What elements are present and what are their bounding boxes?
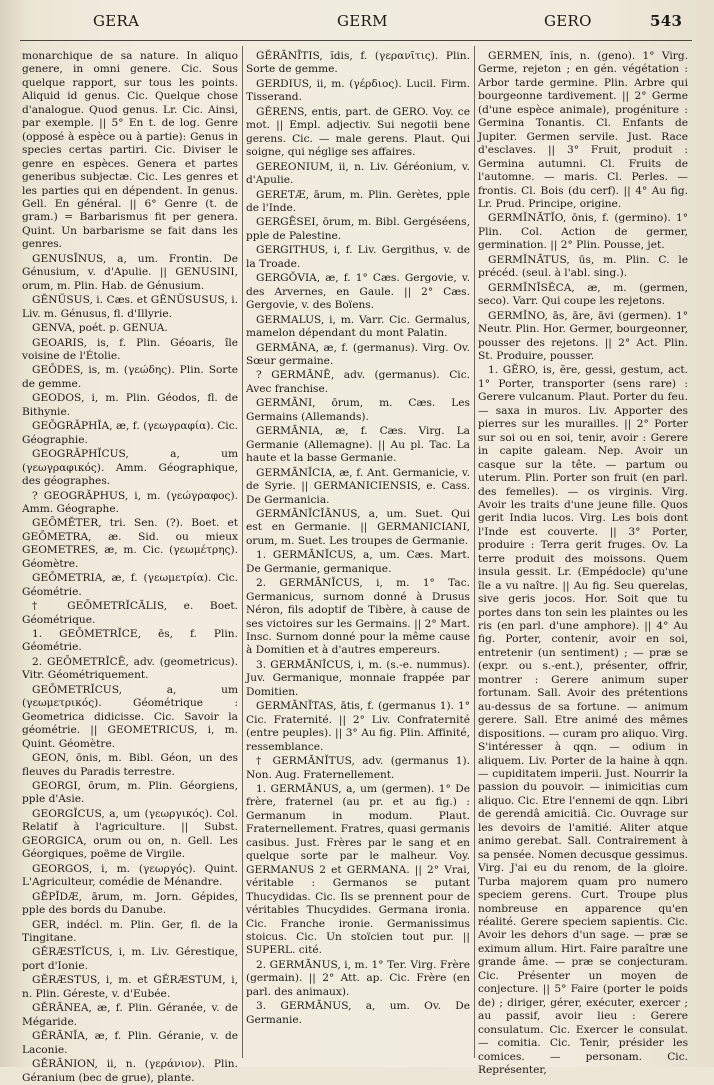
column-divider-2 [474, 46, 475, 1058]
dictionary-entry: GER, indécl. m. Plin. Ger, fl. de la Tingitane. [22, 918, 238, 944]
dictionary-entry: GERMALUS, i, m. Varr. Cic. Germalus, mamelon dépendant du mont Palatin. [246, 313, 470, 340]
dictionary-entry: 2. GERMĀNUS, i, m. 1° Ter. Virg. Frère (germain). || 2° Att. ap. Cic. Frère (en parl. des animaux). [246, 958, 470, 998]
dictionary-entry: GERMĬNĀTĬO, ōnis, f. (germino). 1° Plin. Col. Action de germer, germination. || 2° Plin. Pousse, jet. [478, 212, 688, 252]
dictionary-entry: GEŌMĔTER, tri. Sen. (?). Boet. et GEŌMETRA, æ. Sid. ou mieux GEOMETRES, æ, m. Cic. (γεωμέτρης). Géomètre. [22, 517, 238, 570]
dictionary-entry: GERMĀNĬCIA, æ, f. Ant. Germanicie, v. de Syrie. || GERMANICIENSIS, e. Cass. De Germanicia. [246, 466, 470, 506]
dictionary-entry: GERMEN, ĭnis, n. (geno). 1° Virg. Germe, rejeton ; en gén. végétation : Arbor tarde germine. Plin. Arbre qui bourgeonne tardivement. || 2° Germe (d'une espèce animale), progéniture : Germina Tonantis. Cl. Enfants de Jupiter. Germen servile. Just. Race d'esclaves. || 3° Fruit, produit : Germina autumni. Cl. Fruits de l'automne. — maris. Cl. Perles. — frontis. Cl. Bois (du cerf). || 4° Au fig. Lr. Prud. Principe, origine. [478, 50, 688, 210]
column-1 [22, 50, 238, 1084]
dictionary-entry: GEORGI, ōrum, m. Plin. Géorgiens, pple d'Asie. [22, 780, 238, 806]
dictionary-entry: GERMĀNA, æ, f. (germanus). Virg. Ov. Sœur germaine. [246, 341, 470, 367]
dictionary-entry: 3. GERMĀNUS, a, um. Ov. De Germanie. [246, 1000, 470, 1026]
dictionary-entry: GERGĒSEI, ōrum, m. Bibl. Gergéséens, pple de Palestine. [246, 216, 470, 242]
dictionary-entry: GEODOS, i, m. Plin. Géodos, fl. de Bithynie. [22, 392, 238, 418]
dictionary-entry: GERGŎVIA, æ, f. 1° Cæs. Gergovie, v. des Arvernes, en Gaule. || 2° Cæs. Gergovie, v. des Boïens. [246, 272, 470, 312]
dictionary-entry: GENUSĪNUS, a, um. Frontin. De Génusium, v. d'Apulie. || GENUSINI, orum, m. Plin. Hab. de Génusium. [22, 252, 238, 292]
dictionary-entry: GERETÆ, ārum, m. Plin. Gerètes, pple de l'Inde. [246, 188, 470, 214]
dictionary-entry: GĔRÆSTĬCUS, i, m. Liv. Gérestique, port d'Ionie. [22, 946, 238, 972]
dictionary-entry: GEOGRĂPHĬCUS, a, um (γεωγραφικός). Amm. Géographique, des géographes. [22, 448, 238, 488]
dictionary-entry: GERMĬNO, ās, āre, āvi (germen). 1° Neutr. Plin. Hor. Germer, bourgeonner, pousser des rejetons. || 2° Act. Plin. St. Produire, pousser. [478, 309, 688, 362]
dictionary-entry: GĔRENS, entis, part. de GERO. Voy. ce mot. || Empl. adjectiv. Sui negotii bene gerens. Cic. — male gerens. Plaut. Qui soigne, qui néglige ses affaires. [246, 105, 470, 159]
dictionary-entry: GĔRÆSTUS, i, m. et GĔRÆSTUM, i, n. Plin. Géreste, v. d'Eubée. [22, 974, 238, 1000]
column-divider-1 [242, 46, 243, 1058]
dictionary-entry: GERMĀNI, ōrum, m. Cæs. Les Germains (Allemands). [246, 397, 470, 423]
dictionary-entry: 1. GERMĀNĬCUS, a, um. Cæs. Mart. De Germanie, germanique. [246, 549, 470, 575]
dictionary-entry: † GERMĀNĬTUS, adv. (germanus 1). Non. Aug. Fraternellement. [246, 755, 470, 781]
dictionary-entry: monarchique de sa nature. In aliquo genere, in omni genere. Cic. Sous quelque rapport, sur tous les points. Aliquid id genus. Cic. Quelque chose d'analogue. Quod genus. Lr. Cic. Ainsi, par exemple. || 5° En t. de log. Genre (opposé à espèce ou à partie): Genus in species certas partiri. Cic. Diviser le genre en espèces. Genera et partes generibus subjectæ. Cic. Les genres et les parties qui en dépendent. In genus. Gell. En général. || 6° Genre (t. de gram.) = Barbarismus fit per genera. Quint. Un barbarisme se fait dans les genres. [22, 50, 238, 251]
column-3 [478, 50, 688, 1076]
dictionary-entry: GEREONIUM, ii, n. Liv. Géréonium, v. d'Apulie. [246, 160, 470, 187]
dictionary-entry: ? GERMĀNĒ, adv. (germanus). Cic. Avec franchise. [246, 369, 470, 395]
dictionary-entry: 3. GERMĀNĬCUS, i, m. (s.-e. nummus). Juv. Germanique, monnaie frappée par Domitien. [246, 658, 470, 698]
dictionary-entry: GEŌGRĂPHĬA, æ, f. (γεωγραφία). Cic. Géographie. [22, 420, 238, 446]
dictionary-entry: GEON, ōnis, m. Bibl. Géon, un des fleuves du Paradis terrestre. [22, 752, 238, 778]
dictionary-entry: GĔNŬSUS, i. Cæs. et GĔNŬSUSUS, i. Liv. m. Génusus, fl. d'Illyrie. [22, 294, 238, 320]
column-2 [246, 50, 470, 1060]
dictionary-entry: 1. GEŌMETRĬCE, ēs, f. Plin. Géométrie. [22, 628, 238, 654]
dictionary-entry: GĔRĀNEA, æ, f. Plin. Géranée, v. de Mégaride. [22, 1002, 238, 1028]
header-center-guideword: GERM [337, 12, 388, 30]
dictionary-entry: ? GEOGRĂPHUS, i, m. (γεώγραφος). Amm. Géographe. [22, 489, 238, 515]
dictionary-entry: GERMĀNĬTAS, ātis, f. (germanus 1). 1° Cic. Fraternité. || 2° Liv. Confraternité (entre peuples). || 3° Au fig. Plin. Affinité, ressemblance. [246, 700, 470, 753]
dictionary-entry: GEOARIS, is, f. Plin. Géoaris, île voisine de l'Étolie. [22, 336, 238, 362]
dictionary-entry: † GEŌMETRĬCĀLIS, e. Boet. Géométrique. [22, 600, 238, 626]
header-right-guideword: GERO [544, 12, 592, 30]
dictionary-entry: GERMĬNĬSĔCA, æ, m. (germen, seco). Varr. Qui coupe les rejetons. [478, 281, 688, 308]
dictionary-entry: GEORGOS, i, m. (γεωργός). Quint. L'Agriculteur, comédie de Ménandre. [22, 862, 238, 889]
dictionary-entry: GĔRĀNĪTIS, ĭdis, f. (γερανῖτις). Plin. Sorte de gemme. [246, 50, 470, 76]
dictionary-entry: 2. GEŌMETRĬCĒ, adv. (geometricus). Vitr. Géométriquement. [22, 655, 238, 682]
dictionary-entry: GERDIUS, ii, m. (γέρδιος). Lucil. Firm. Tisserand. [246, 77, 470, 104]
running-header [0, 8, 714, 38]
page-number: 543 [650, 12, 683, 30]
dictionary-entry: GERMĬNĀTUS, ūs, m. Plin. C. le précéd. (seul. à l'abl. sing.). [478, 253, 688, 280]
dictionary-entry: GEŌDES, is, m. (γεώδης). Plin. Sorte de gemme. [22, 364, 238, 390]
dictionary-entry: 1. GERMĀNUS, a, um (germen). 1° De frère, fraternel (au pr. et au fig.) : Germanum in modum. Plaut. Fraternellement. Fratres, quasi germanis casibus. Just. Frères par le sang et en quelque sorte par le malheur. Voy. GERMANUS 2 et GERMANA. || 2° Vrai, véritable : Germanos se putant Thucydidas. Cic. Ils se prennent pour de véritables Thucydides. Germana ironia. Cic. Franche ironie. Germanissimus stoicus. Cic. Un stoïcien tout pur. || SUPERL. cité. [246, 783, 470, 957]
dictionary-entry: GEŌMETRĬCUS, a, um (γεωμετρικός). Géométrique : Geometrica didicisse. Cic. Savoir la géométrie. || GEOMETRICUS, i, m. Quint. Géomètre. [22, 683, 238, 750]
dictionary-entry: GENVA, poét. p. GENUA. [32, 322, 168, 335]
dictionary-entry: GEŌMETRIA, æ, f. (γεωμετρία). Cic. Géométrie. [22, 572, 238, 598]
dictionary-entry: GERMĀNĬCĬĀNUS, a, um. Suet. Qui est en Germanie. || GERMANICIANI, orum, m. Suet. Les troupes de Germanie. [246, 507, 470, 547]
header-rule [20, 40, 692, 41]
dictionary-entry: GERMĀNIA, æ, f. Cæs. Virg. La Germanie (Allemagne). || Au pl. Tac. La haute et la basse Germanie. [246, 425, 470, 465]
dictionary-entry: 2. GERMĀNĬCUS, i, m. 1° Tac. Germanicus, surnom donné à Drusus Néron, fils adoptif de Tibère, à cause de ses victoires sur les Germains. || 2° Mart. Insc. Surnom donné pour la même cause à Domitien et à d'autres empereurs. [246, 577, 470, 657]
dictionary-entry: GĔRĀNĬA, æ, f. Plin. Géranie, v. de Laconie. [22, 1030, 238, 1056]
dictionary-entry: GĒPĬDÆ, ārum, m. Jorn. Gépides, pple des bords du Danube. [22, 890, 238, 917]
dictionary-entry: GĔRĀNION, ii, n. (γεράνιον). Plin. Géranium (bec de grue), plante. [22, 1058, 238, 1084]
dictionary-entry: GEORGĬCUS, a, um (γεωργικός). Col. Relatif à l'agriculture. || Subst. GEORGICA, orum ou on, n. Gell. Les Géorgiques, poëme de Virgile. [22, 807, 238, 861]
dictionary-entry: 1. GĔRO, is, ĕre, gessi, gestum, act. 1° Porter, transporter (sens rare) : Gerere vulcanum. Plaut. Porter du feu. — saxa in muros. Liv. Apporter des pierres sur les murailles. || 2° Porter sur soi ou en soi, tenir, avoir : Gerere in capite galeam. Nep. Avoir un casque sur la tête. — partum ou uterum. Plin. Porter son fruit (en parl. des femelles). — os virginis. Virg. Avoir les traits d'une jeune fille. Quos gerit India lucos. Virg. Les bois dont l'Inde est couverte. || 3° Porter, produire : Terra gerit fruges. Ov. La terre produit des moissons. Quem insula gessit. Lr. (Empédocle) qu'une île a vu naître. || Au fig. Seu querelas, sive geris jocos. Hor. Soit que tu portes dans ton sein les plaintes ou les ris (en parl. d'une amphore). || 4° Au fig. Porter, contenir, avoir en soi, entretenir (un sentiment) ; — præ se (expr. ou s.-ent.), présenter, offrir, montrer : Gerere animum super fortunam. Sall. Avoir des prétentions au-dessus de sa fortune. — animum gerere. Sall. Etre animé des mêmes dispositions. — curam pro aliquo. Virg. S'intéresser à qqn. — odium in aliquem. Liv. Porter de la haine à qqn. — cupiditatem imperii. Just. Nourrir la passion du pouvoir. — inimicitias cum aliquo. Cic. Etre l'ennemi de qqn. Libri de gerendâ amicitiâ. Cic. Ouvrage sur les devoirs de l'amitié. Aliter atque animo gerebat. Sall. Contrairement à sa pensée. Nomen decusque gessimus. Virg. J'ai eu du renom, de la gloire. Turba majorem quam pro numero speciem gerens. Curt. Troupe plus nombreuse en apparence qu'en réalité. Gerere speciem sapientis. Cic. Avoir les dehors d'un sage. — præ se eximum allum. Hirt. Faire paraître une grande âme. — præ se conjecturam. Cic. Présenter un moyen de conjecture. || 5° Faire (porter le poids de) ; diriger, gérer, exécuter, exercer ; au passif, avoir lieu : Gerere consulatum. Cic. Exercer le consulat. — comitia. Cic. Tenir, présider les comices. — personam. Cic. Représenter, [478, 364, 688, 1076]
header-left-guideword: GERA [93, 12, 140, 30]
dictionary-entry: GERGITHUS, i, f. Liv. Gergithus, v. de la Troade. [246, 244, 470, 270]
